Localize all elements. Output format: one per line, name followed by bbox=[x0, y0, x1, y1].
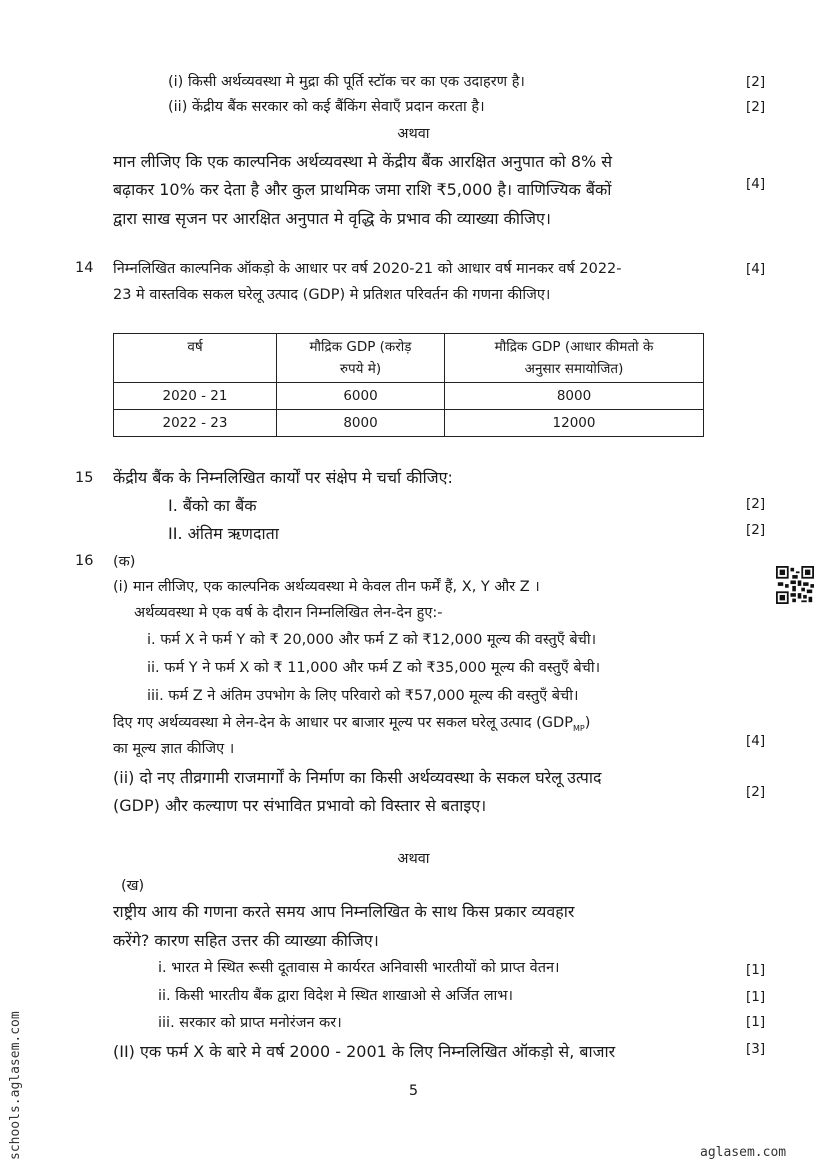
header-real-gdp: मौद्रिक GDP (आधार कीमतो के अनुसार समायोजित) bbox=[445, 334, 704, 383]
q16-number: 16 bbox=[75, 553, 94, 569]
cell-year: 2022 - 23 bbox=[114, 410, 277, 437]
q15-item1: I. बैंको का बैंक bbox=[168, 496, 257, 515]
q14-number: 14 bbox=[75, 260, 94, 276]
q16-b-i: i. भारत मे स्थित रूसी दूतावास मे कार्यरत अनिवासी भारतीयों को प्राप्त वेतन। bbox=[158, 960, 560, 976]
footer-watermark: aglasem.com bbox=[700, 1145, 787, 1160]
q16-transaction-ii: ii. फर्म Y ने फर्म X को ₹ 11,000 और फर्म Z को ₹35,000 मूल्य की वस्तुएँ बेची। bbox=[147, 660, 601, 676]
cell-real: 12000 bbox=[445, 410, 704, 437]
q16-b-ii: ii. किसी भारतीय बैंक द्वारा विदेश मे स्थित शाखाओ से अर्जित लाभ। bbox=[158, 988, 514, 1004]
gdp-table bbox=[113, 333, 704, 437]
q15-item2: II. अंतिम ऋणदाता bbox=[168, 524, 279, 543]
q16-part-b: (ख) bbox=[121, 878, 145, 894]
page-number: 5 bbox=[408, 1083, 419, 1099]
q16-a-ii-marks: [2] bbox=[746, 784, 766, 800]
q16-b-line1: राष्ट्रीय आय की गणना करते समय आप निम्नलिखित के साथ किस प्रकार व्यवहार bbox=[113, 902, 575, 921]
q16-a-i-marks: [4] bbox=[746, 733, 766, 749]
q13-or: अथवा bbox=[397, 126, 430, 142]
q13-alt-line2: बढ़ाकर 10% कर देता है और कुल प्राथमिक जमा राशि ₹5,000 है। वाणिज्यिक बैंकों bbox=[113, 180, 612, 199]
q16-a-i-question-end: का मूल्य ज्ञात कीजिए । bbox=[113, 741, 235, 757]
q16-b-II-marks: [3] bbox=[746, 1041, 766, 1057]
q14-marks: [4] bbox=[746, 261, 766, 277]
cell-year: 2020 - 21 bbox=[114, 383, 277, 410]
q13-alt-marks: [4] bbox=[746, 176, 766, 192]
q16-a-i-line2: अर्थव्यवस्था मे एक वर्ष के दौरान निम्नलिखित लेन-देन हुए:- bbox=[134, 605, 443, 621]
q16-a-i-line1: (i) मान लीजिए, एक काल्पनिक अर्थव्यवस्था मे केवल तीन फर्में हैं, X, Y और Z । bbox=[113, 579, 540, 595]
q16-a-ii-line1: (ii) दो नए तीव्रगामी राजमार्गों के निर्माण का किसी अर्थव्यवस्था के सकल घरेलू उत्पाद bbox=[113, 768, 602, 787]
q13-alt-line1: मान लीजिए कि एक काल्पनिक अर्थव्यवस्था मे केंद्रीय बैंक आरक्षित अनुपात को 8% से bbox=[113, 152, 613, 171]
q15-intro: केंद्रीय बैंक के निम्नलिखित कार्यों पर संक्षेप मे चर्चा कीजिए: bbox=[113, 468, 453, 487]
q13-part-ii-marks: [2] bbox=[746, 99, 766, 115]
q14-line1: निम्नलिखित काल्पनिक ऑकड़ो के आधार पर वर्ष 2020-21 को आधार वर्ष मानकर वर्ष 2022- bbox=[113, 261, 622, 277]
qr-code-icon bbox=[776, 566, 814, 604]
q15-number: 15 bbox=[75, 470, 94, 486]
header-nominal-gdp: मौद्रिक GDP (करोड़ रुपये मे) bbox=[277, 334, 445, 383]
cell-real: 8000 bbox=[445, 383, 704, 410]
cell-nominal: 8000 bbox=[277, 410, 445, 437]
q16-b-iii-marks: [1] bbox=[746, 1014, 766, 1030]
q16-a-i-question: दिए गए अर्थव्यवस्था मे लेन-देन के आधार पर बाजार मूल्य पर सकल घरेलू उत्पाद $(GDP_{MP})$ bbox=[113, 715, 591, 733]
q13-part-i: (i) किसी अर्थव्यवस्था मे मुद्रा की पूर्ति स्टॉक चर का एक उदाहरण है। bbox=[168, 74, 525, 90]
q16-a-ii-line2: (GDP) और कल्याण पर संभावित प्रभावो को विस्तार से बताइए। bbox=[113, 796, 487, 815]
q14-line2: 23 मे वास्तविक सकल घरेलू उत्पाद (GDP) मे प्रतिशत परिवर्तन की गणना कीजिए। bbox=[113, 287, 551, 303]
q13-part-i-marks: [2] bbox=[746, 74, 766, 90]
cell-nominal: 6000 bbox=[277, 383, 445, 410]
q16-b-line2: करेंगे? कारण सहित उत्तर की व्याख्या कीजिए। bbox=[113, 931, 379, 950]
q16-b-II: (II) एक फर्म X के बारे मे वर्ष 2000 - 2001 के लिए निम्नलिखित ऑकड़ो से, बाजार bbox=[113, 1042, 616, 1061]
table-header-row bbox=[114, 334, 704, 383]
q16-b-i-marks: [1] bbox=[746, 962, 766, 978]
q13-part-ii: (ii) केंद्रीय बैंक सरकार को कई बैंकिंग सेवाएँ प्रदान करता है। bbox=[168, 99, 485, 115]
header-year: वर्ष bbox=[114, 334, 277, 383]
q15-item2-marks: [2] bbox=[746, 522, 766, 538]
q16-transaction-i: i. फर्म X ने फर्म Y को ₹ 20,000 और फर्म Z को ₹12,000 मूल्य की वस्तुएँ बेची। bbox=[147, 632, 597, 648]
q16-b-iii: iii. सरकार को प्राप्त मनोरंजन कर। bbox=[158, 1015, 342, 1031]
q13-alt-line3: द्वारा साख सृजन पर आरक्षित अनुपात मे वृद्धि के प्रभाव की व्याख्या कीजिए। bbox=[113, 209, 551, 228]
q16-part-a: (क) bbox=[113, 554, 136, 570]
table-row bbox=[114, 383, 704, 410]
q16-or: अथवा bbox=[397, 851, 430, 867]
side-watermark: schools.aglasem.com bbox=[8, 1011, 23, 1160]
q16-b-ii-marks: [1] bbox=[746, 989, 766, 1005]
q15-item1-marks: [2] bbox=[746, 496, 766, 512]
table-row bbox=[114, 410, 704, 437]
q16-transaction-iii: iii. फर्म Z ने अंतिम उपभोग के लिए परिवारो को ₹57,000 मूल्य की वस्तुएँ बेची। bbox=[147, 688, 579, 704]
